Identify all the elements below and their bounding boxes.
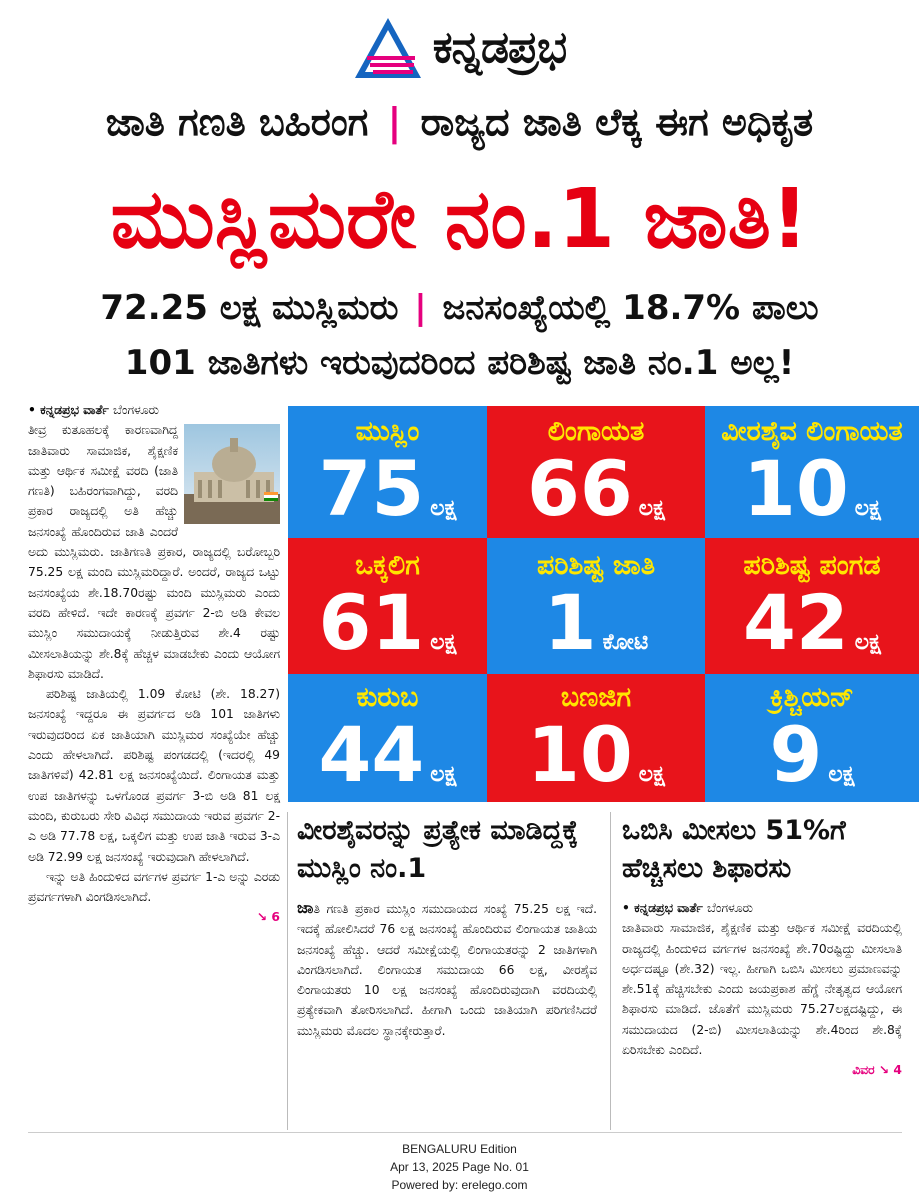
tile-unit: ಕೋಟಿ: [602, 630, 649, 655]
article-veerashaiva-body: [297, 898, 597, 1041]
tile-unit: ಲಕ್ಷ: [430, 630, 457, 655]
tile-christian: [705, 674, 919, 802]
article-veerashaiva: [297, 812, 597, 1130]
lead-paragraph-1: ತೀವ್ರ ಕುತೂಹಲಕ್ಕೆ ಕಾರಣವಾಗಿದ್ದ ಜಾತಿವಾರು ಸಾಮಾಜಿಕ, ಶೈಕ್ಷಣಿಕ ಮತ್ತು ಆರ್ಥಿಕ ಸಮೀಕ್ಷೆ ವರದಿ (ಜಾತಿ ಗಣತಿ) ಬಹಿರಂಗವಾಗಿದ್ದು, ವರದಿ ಪ್ರಕಾರ ರಾಜ್ಯದಲ್ಲಿ ಅತಿ ಹೆಚ್ಚು ಜನಸಂಖ್ಯೆ ಹೊಂದಿರುವ ಜಾತಿ ಎಂದರೆ ಅದು ಮುಸ್ಲಿಮರು. ಜಾತಿಗಣತಿ ಪ್ರಕಾರ, ರಾಜ್ಯದಲ್ಲಿ ಬರೋಬ್ಬರಿ 75.25 ಲಕ್ಷ ಮಂದಿ ಮುಸ್ಲಿಮರಿದ್ದಾರೆ. ಅಂದರೆ, ರಾಜ್ಯದ ಒಟ್ಟು ಜನಸಂಖ್ಯೆಯ ಶೇ.18.70ರಷ್ಟು ಮಂದಿ ಮುಸ್ಲಿಮರು ಎಂದು ವರದಿ ಹೇಳಿದೆ. ಇದೇ ಕಾರಣಕ್ಕೆ ಪ್ರವರ್ಗ 2-ಬಿ ಅಡಿ ಕೇವಲ ಮುಸ್ಲಿಂ ಸಮುದಾಯಕ್ಕೆ ನೀಡುತ್ತಿರುವ ಶೇ.4 ರಷ್ಟು ಮೀಸಲಾತಿಯನ್ನು ಶೇ.8ಕ್ಕೆ ಹೆಚ್ಚಳ ಮಾಡಬೇಕು ಎಂದು ಆಯೋಗ ಶಿಫಾರಸು ಮಾಡಿದೆ.: [28, 423, 280, 681]
tile-scheduled-tribe: [705, 538, 919, 674]
article-veerashaiva-title[interactable]: ವೀರಶೈವರನ್ನು ಪ್ರತ್ಯೇಕ ಮಾಡಿದ್ದಕ್ಕೆ ಮುಸ್ಲಿಂ ನಂ.1: [297, 815, 579, 884]
tile-vokkaliga: [288, 538, 487, 674]
vidhana-soudha-photo: [184, 424, 280, 524]
tile-label: ಲಿಂಗಾಯತ: [547, 416, 645, 447]
kicker-separator: |: [387, 100, 402, 144]
article-obc-title[interactable]: ಒಬಿಸಿ ಮೀಸಲು 51%ಗೆ ಹೆಚ್ಚಿಸಲು ಶಿಫಾರಸು: [622, 815, 846, 884]
tile-number: 42: [743, 578, 849, 667]
logo-icon: [353, 16, 423, 80]
footer-date: Apr 13, 2025 Page No. 01: [390, 1160, 529, 1174]
footer-divider: [28, 1132, 902, 1133]
tile-number: 66: [527, 444, 633, 533]
tile-unit: ಲಕ್ಷ: [854, 630, 881, 655]
article-obc-continue-ref[interactable]: ವಿವರ ↘ 4: [852, 1063, 902, 1078]
article-obc-byline: • ಕನ್ನಡಪ್ರಭ ವಾರ್ತೆ ಬೆಂಗಳೂರು: [622, 901, 753, 915]
tile-unit: ಲಕ್ಷ: [828, 762, 855, 787]
lead-article: [28, 400, 280, 1130]
tile-label: ಪರಿಶಿಷ್ಟ ಪಂಗಡ: [743, 550, 881, 581]
kicker-left: ಜಾತಿ ಗಣತಿ ಬಹಿರಂಗ: [105, 100, 369, 144]
tile-banajiga: [487, 674, 705, 802]
tile-unit: ಲಕ್ಷ: [430, 496, 457, 521]
tile-label: ವೀರಶೈವ ಲಿಂಗಾಯತ: [721, 416, 903, 447]
article-obc: [622, 812, 902, 1130]
article-obc-byline-source: ಕನ್ನಡಪ್ರಭ ವಾರ್ತೆ: [634, 901, 703, 915]
tile-number: 10: [527, 710, 633, 799]
article-obc-text: ಜಾತಿವಾರು ಸಾಮಾಜಿಕ, ಶೈಕ್ಷಣಿಕ ಮತ್ತು ಆರ್ಥಿಕ ಸಮೀಕ್ಷೆ ವರದಿಯಲ್ಲಿ ರಾಜ್ಯದಲ್ಲಿ ಹಿಂದುಳಿದ ವರ್ಗಗಳ ಜನಸಂಖ್ಯೆ ಶೇ.70ರಷ್ಟಿದ್ದು ಮೀಸಲಾತಿ ಅರ್ಧದಷ್ಟೂ (ಶೇ.32) ಇಲ್ಲ. ಹೀಗಾಗಿ ಒಬಿಸಿ ಮೀಸಲು ಪ್ರಮಾಣವನ್ನು ಶೇ.51ಕ್ಕೆ ಹೆಚ್ಚಿಸಬೇಕು ಎಂದು ಜಯಪ್ರಕಾಶ ಹೆಗ್ಡೆ ನೇತೃತ್ವದ ಆಯೋಗ ಶಿಫಾರಸು ಮಾಡಿದೆ. ಜೊತೆಗೆ ಮುಸ್ಲಿಮರು 75.27ಲಕ್ಷದಷ್ಟಿದ್ದು, ಈ ಸಮುದಾಯದ (2-ಬಿ) ಮೀಸಲಾತಿಯನ್ನು ಶೇ.4ರಿಂದ ಶೇ.8ಕ್ಕೆ ಏರಿಸಬೇಕು ಎಂದಿದೆ.: [622, 921, 902, 1058]
tile-unit: ಲಕ್ಷ: [854, 496, 881, 521]
lead-continue-ref[interactable]: ↘ 6: [256, 910, 280, 925]
tile-label: ಬಣಜಿಗ: [560, 682, 632, 713]
lead-byline-source: ಕನ್ನಡಪ್ರಭ ವಾರ್ತೆ: [40, 403, 109, 417]
article-veerashaiva-dropcap: ಜಾ: [297, 898, 314, 917]
tile-label: ಪರಿಶಿಷ್ಟ ಜಾತಿ: [536, 550, 656, 581]
lead-paragraph-2: ಪರಿಶಿಷ್ಟ ಜಾತಿಯಲ್ಲಿ 1.09 ಕೋಟಿ (ಶೇ. 18.27) ಜನಸಂಖ್ಯೆ ಇದ್ದರೂ ಈ ಪ್ರವರ್ಗದ ಅಡಿ 101 ಜಾತಿಗಳು ಇರುವುದರಿಂದ ಏಕ ಜಾತಿಯಾಗಿ ಮುಸ್ಲಿಮರ ಸಂಖ್ಯೆಯೇ ಹೆಚ್ಚು ಎಂದು ಹೇಳಲಾಗಿದೆ. ಪರಿಶಿಷ್ಟ ಪಂಗಡದಲ್ಲಿ (ಇದರಲ್ಲಿ 49 ಜಾತಿಗಳಿವೆ) 42.81 ಲಕ್ಷ ಜನಸಂಖ್ಯೆಯಿದೆ. ಲಿಂಗಾಯತ ಮತ್ತು ಉಪ ಜಾತಿಗಳನ್ನು ಒಳಗೊಂಡ ಪ್ರವರ್ಗ 3-ಬಿ ಅಡಿ 81 ಲಕ್ಷ ಮಂದಿ, ಕುರುಬರು ಸೇರಿ ವಿವಿಧ ಸಮುದಾಯ ಇರುವ ಪ್ರವರ್ಗ 2-ಎ ಅಡಿ 77.78 ಲಕ್ಷ, ಒಕ್ಕಲಿಗ ಮತ್ತು ಉಪ ಜಾತಿ ಇರುವ 3-ಎ ಅಡಿ 72.99 ಲಕ್ಷ ಜನಸಂಖ್ಯೆ ಇರುವುದಾಗಿ ಹೇಳಲಾಗಿದೆ.: [28, 687, 280, 864]
masthead-title[interactable]: ಕನ್ನಡಪ್ರಭ: [432, 22, 567, 73]
tile-number: 61: [318, 578, 425, 667]
column-divider-1: [287, 812, 288, 1130]
tile-unit: ಲಕ್ಷ: [430, 762, 457, 787]
lead-byline-city: ಬೆಂಗಳೂರು: [113, 403, 159, 417]
subhead-1-left: 72.25 ಲಕ್ಷ ಮುಸ್ಲಿಮರು: [100, 288, 399, 328]
tile-number: 75: [318, 444, 425, 533]
article-obc-byline-city: ಬೆಂಗಳೂರು: [707, 901, 753, 915]
tile-scheduled-caste: [487, 538, 705, 674]
main-headline: ಮುಸ್ಲಿಮರೇ ನಂ.1 ಜಾತಿ!: [110, 172, 809, 267]
footer-edition: BENGALURU Edition: [402, 1142, 517, 1156]
footer-powered-by[interactable]: Powered by: erelego.com: [391, 1178, 528, 1192]
kicker-right: ರಾಜ್ಯದ ಜಾತಿ ಲೆಕ್ಕ ಈಗ ಅಧಿಕೃತ: [420, 100, 814, 144]
tile-number: 9: [769, 710, 823, 799]
article-obc-body: [622, 898, 902, 1081]
tile-veerashaiva-lingayat: [705, 406, 919, 538]
tile-unit: ಲಕ್ಷ: [638, 496, 665, 521]
tile-number: 44: [318, 710, 425, 799]
tile-label: ಕುರುಬ: [356, 682, 419, 713]
population-grid: [288, 406, 919, 802]
tile-muslim: [288, 406, 487, 538]
tile-unit: ಲಕ್ಷ: [638, 762, 665, 787]
column-divider-2: [610, 812, 611, 1130]
tile-number: 10: [743, 444, 849, 533]
tile-number: 1: [543, 578, 597, 667]
lead-byline: • ಕನ್ನಡಪ್ರಭ ವಾರ್ತೆ ಬೆಂಗಳೂರು: [28, 403, 159, 417]
lead-paragraph-3: ಇನ್ನು ಅತಿ ಹಿಂದುಳಿದ ವರ್ಗಗಳ ಪ್ರವರ್ಗ 1-ಎ ಅನ್ನು ಎರಡು ಪ್ರವರ್ಗಗಳಾಗಿ ವಿಂಗಡಿಸಲಾಗಿದೆ.: [28, 869, 280, 905]
tile-lingayat: [487, 406, 705, 538]
subhead-1-right: ಜನಸಂಖ್ಯೆಯಲ್ಲಿ 18.7% ಪಾಲು: [442, 288, 819, 328]
tile-label: ಮುಸ್ಲಿಂ: [355, 416, 420, 447]
subhead-2: 101 ಜಾತಿಗಳು ಇರುವುದರಿಂದ ಪರಿಶಿಷ್ಟ ಜಾತಿ ನಂ.1 ಅಲ್ಲ!: [124, 343, 795, 383]
page-footer: [0, 1140, 919, 1194]
masthead: [0, 0, 919, 95]
tile-label: ಕ್ರಿಶ್ಚಿಯನ್: [770, 682, 854, 713]
tile-label: ಒಕ್ಕಲಿಗ: [355, 550, 420, 581]
tile-kuruba: [288, 674, 487, 802]
kicker: [0, 100, 919, 160]
subhead-1-separator: |: [414, 288, 427, 328]
subhead-1: [0, 288, 919, 328]
article-veerashaiva-text: ತಿ ಗಣತಿ ಪ್ರಕಾರ ಮುಸ್ಲಿಂ ಸಮುದಾಯದ ಸಂಖ್ಯೆ 75.25 ಲಕ್ಷ ಇದೆ. ಇದಕ್ಕೆ ಹೋಲಿಸಿದರೆ 76 ಲಕ್ಷ ಜನಸಂಖ್ಯೆ ಹೊಂದಿರುವ ಲಿಂಗಾಯತ ಜಾತಿಯ ಜನಸಂಖ್ಯೆ ಹೆಚ್ಚು. ಆದರೆ ಸಮೀಕ್ಷೆಯಲ್ಲಿ ಲಿಂಗಾಯತರನ್ನು 2 ಜಾತಿಗಳಾಗಿ ವಿಂಗಡಿಸಲಾಗಿದೆ. ಲಿಂಗಾಯತ ಸಮುದಾಯ 66 ಲಕ್ಷ, ವೀರಶೈವ ಲಿಂಗಾಯತರು 10 ಲಕ್ಷ ಜನಸಂಖ್ಯೆ ಹೊಂದಿರುವುದಾಗಿ ವರದಿಯಲ್ಲಿ ಪ್ರತ್ಯೇಕವಾಗಿ ತೋರಿಸಲಾಗಿದೆ. ಹೀಗಾಗಿ ಒಂದು ಜಾತಿಯಾಗಿ ಪರಿಗಣಿಸಿದರೆ ಮುಸ್ಲಿಮರು ಮೊದಲ ಸ್ಥಾನಕ್ಕೇರುತ್ತಾರೆ.: [297, 902, 597, 1038]
